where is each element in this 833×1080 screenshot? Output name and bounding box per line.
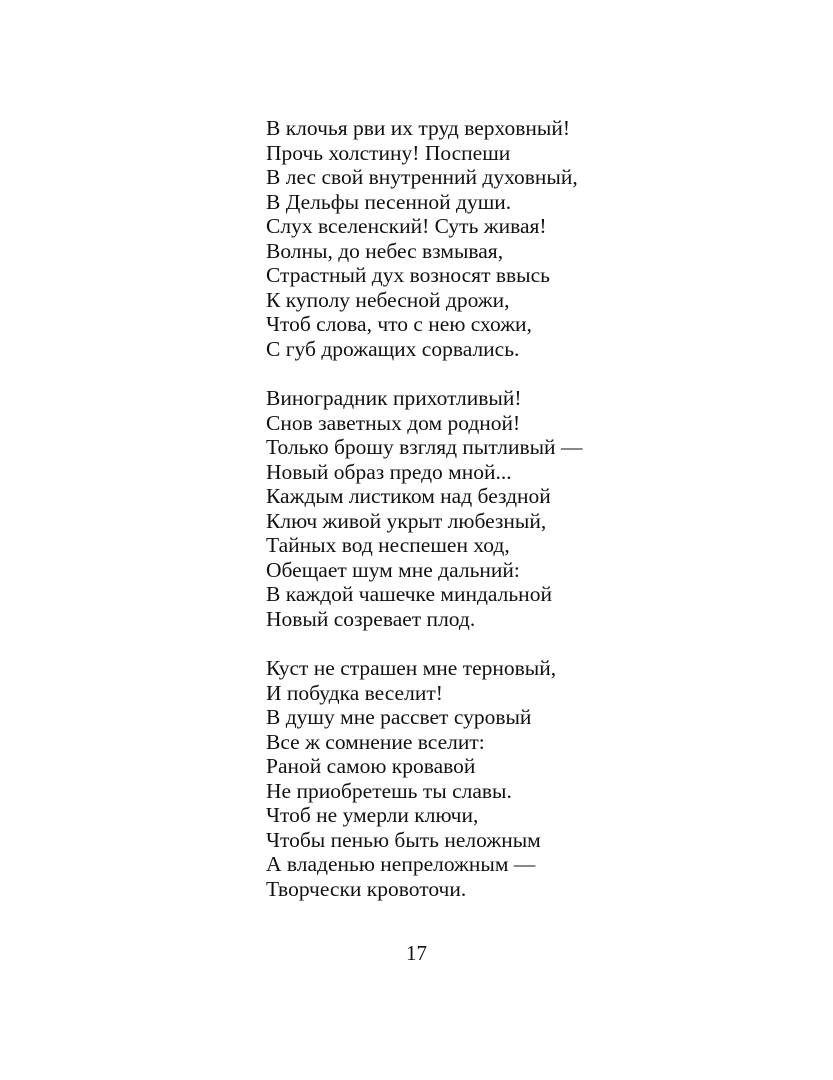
stanza-3 [266,656,686,901]
poem-line: Прочь холстину! Поспеши [266,140,511,165]
poem-line: Творчески кровоточи. [266,876,467,901]
poem-line: Страстный дух возносят ввысь [266,263,550,287]
poem-line: В лес свой внутренний духовный, [266,165,578,189]
poem-line: Все ж сомнение вселит: [266,729,485,754]
stanza-2 [266,386,686,631]
poem-line: И побудка веселит! [266,680,443,705]
stanza-1 [266,116,686,361]
poem-line: Виноградник прихотливый! [266,386,522,410]
poem-line: Снов заветных дом родной! [266,410,521,435]
poem-line: Тайных вод неспешен ход, [266,533,510,557]
poem-text [266,116,686,901]
poem-line: Новый созревает плод. [266,606,476,631]
poem-line: В душу мне рассвет суровый [266,705,532,729]
poem-line: Обещает шум мне дальний: [266,557,520,582]
poem-line: Волны, до небес взмывая, [266,238,504,263]
poem-line: В Дельфы песенной души. [266,189,512,214]
poem-line: К куполу небесной дрожи, [266,287,510,312]
poem-line: А владенью непреложным — [266,852,536,876]
poem-line: Новый образ предо мной... [266,459,512,484]
poem-line: Куст не страшен мне терновый, [266,656,557,680]
poem-line: Только брошу взгляд пытливый — [266,435,583,459]
poem-line: Чтоб слова, что с нею схожи, [266,312,532,336]
poem-line: Ключ живой укрыт любезный, [266,508,547,533]
poem-line: В клочья рви их труд верховный! [266,116,570,140]
poem-line: Слух вселенский! Суть живая! [266,214,547,238]
poem-line: С губ дрожащих сорвались. [266,336,520,361]
poem-line: Раной самою кровавой [266,754,476,778]
poem-line: Чтоб не умерли ключи, [266,803,479,827]
poem-line: Чтобы пенью быть неложным [266,827,541,852]
poem-line: Не приобретешь ты славы. [266,778,512,803]
poem-line: В каждой чашечке миндальной [266,582,552,606]
page-number: 17 [406,941,427,965]
poem-line: Каждым листиком над бездной [266,484,551,508]
